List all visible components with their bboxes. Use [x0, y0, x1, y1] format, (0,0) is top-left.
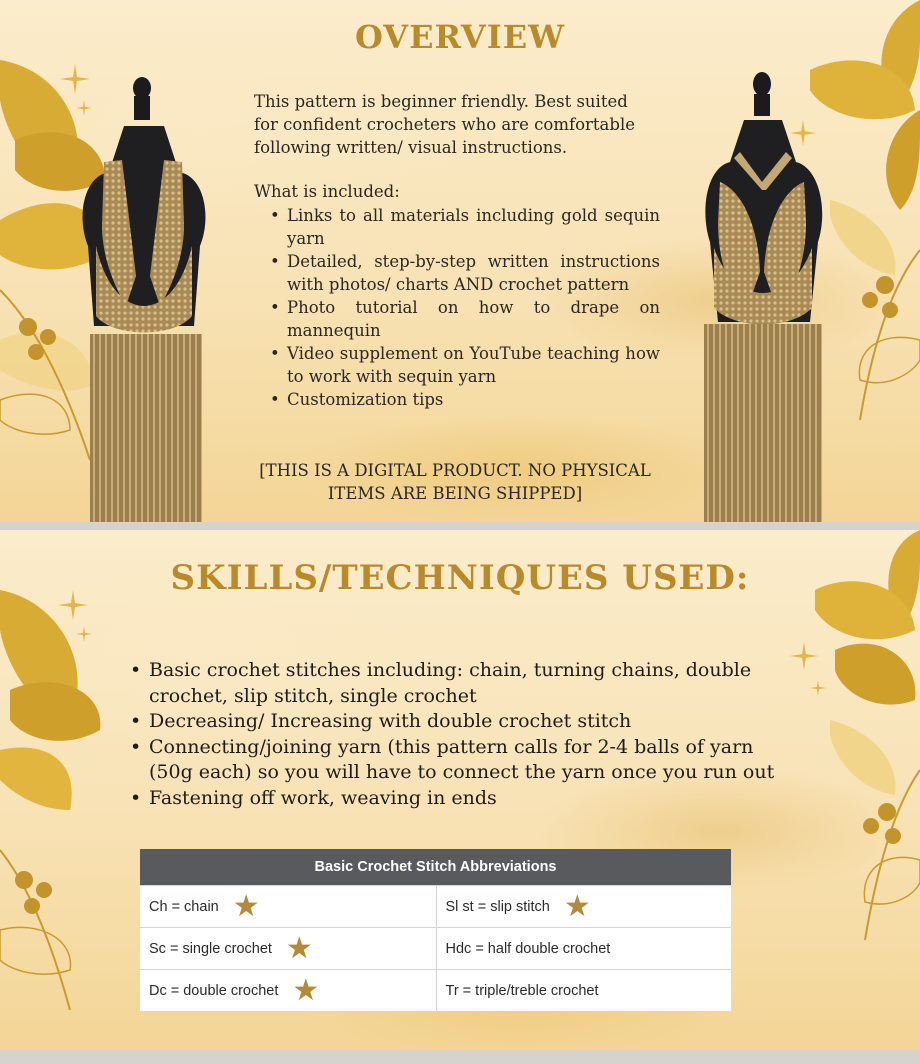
- star-icon: ★: [563, 889, 591, 923]
- table-cell: Ch = chain ★: [149, 889, 260, 923]
- dress-form-icon: [74, 76, 214, 522]
- table-row: [140, 885, 731, 927]
- star-icon: ★: [232, 889, 260, 923]
- list-item: • Photo tutorial on how to drape on mannequin: [270, 298, 660, 340]
- list-item: • Fastening off work, weaving in ends: [130, 786, 497, 809]
- overview-slide: [0, 0, 920, 522]
- abbreviations-table: [140, 849, 731, 1011]
- included-label: What is included:: [254, 182, 400, 201]
- star-icon: ★: [292, 973, 320, 1007]
- table-row: [140, 969, 731, 1011]
- notice-line: [THIS IS A DIGITAL PRODUCT. NO PHYSICAL: [259, 461, 651, 480]
- digital-product-notice: [250, 459, 660, 505]
- table-row: [140, 927, 731, 969]
- list-item: • Basic crochet stitches including: chain, turning chains, double crochet, slip stitch, single crochet: [130, 659, 752, 707]
- skills-slide: [0, 530, 920, 1050]
- skills-title: SKILLS/TECHNIQUES USED:: [170, 558, 750, 598]
- overview-intro: This pattern is beginner friendly. Best suited for confident crocheters who are comfortable following written/ visual instructions.: [254, 92, 635, 157]
- included-list: [270, 204, 660, 411]
- sparkle-icon: [76, 626, 92, 642]
- list-item: • Decreasing/ Increasing with double crochet stitch: [130, 710, 632, 732]
- overview-title: OVERVIEW: [354, 18, 566, 56]
- list-item: • Customization tips: [270, 390, 444, 409]
- table-cell: Dc = double crochet ★: [149, 973, 320, 1007]
- table-cell: Tr = triple/treble crochet: [436, 970, 732, 1011]
- list-item: • Detailed, step-by-step written instructions with photos/ charts AND crochet pattern: [270, 252, 660, 294]
- gold-leaf-icon: [0, 580, 110, 1020]
- sparkle-icon: [790, 642, 818, 670]
- table-cell: Sl st = slip stitch ★: [436, 886, 732, 927]
- star-icon: ★: [285, 931, 313, 965]
- skills-list: [130, 658, 790, 811]
- list-item: • Connecting/joining yarn (this pattern calls for 2-4 balls of yarn (50g each) so you will have to connect the yarn once you run out: [130, 735, 775, 783]
- table-cell: Sc = single crochet ★: [149, 931, 313, 965]
- sparkle-icon: [810, 680, 826, 696]
- list-item: • Video supplement on YouTube teaching how to work with sequin yarn: [270, 344, 660, 386]
- dress-form-icon: [700, 72, 830, 522]
- table-header: Basic Crochet Stitch Abbreviations: [140, 849, 731, 885]
- table-cell: Hdc = half double crochet: [436, 928, 732, 969]
- list-item: • Links to all materials including gold sequin yarn: [270, 206, 660, 248]
- notice-line: ITEMS ARE BEING SHIPPED]: [327, 484, 583, 503]
